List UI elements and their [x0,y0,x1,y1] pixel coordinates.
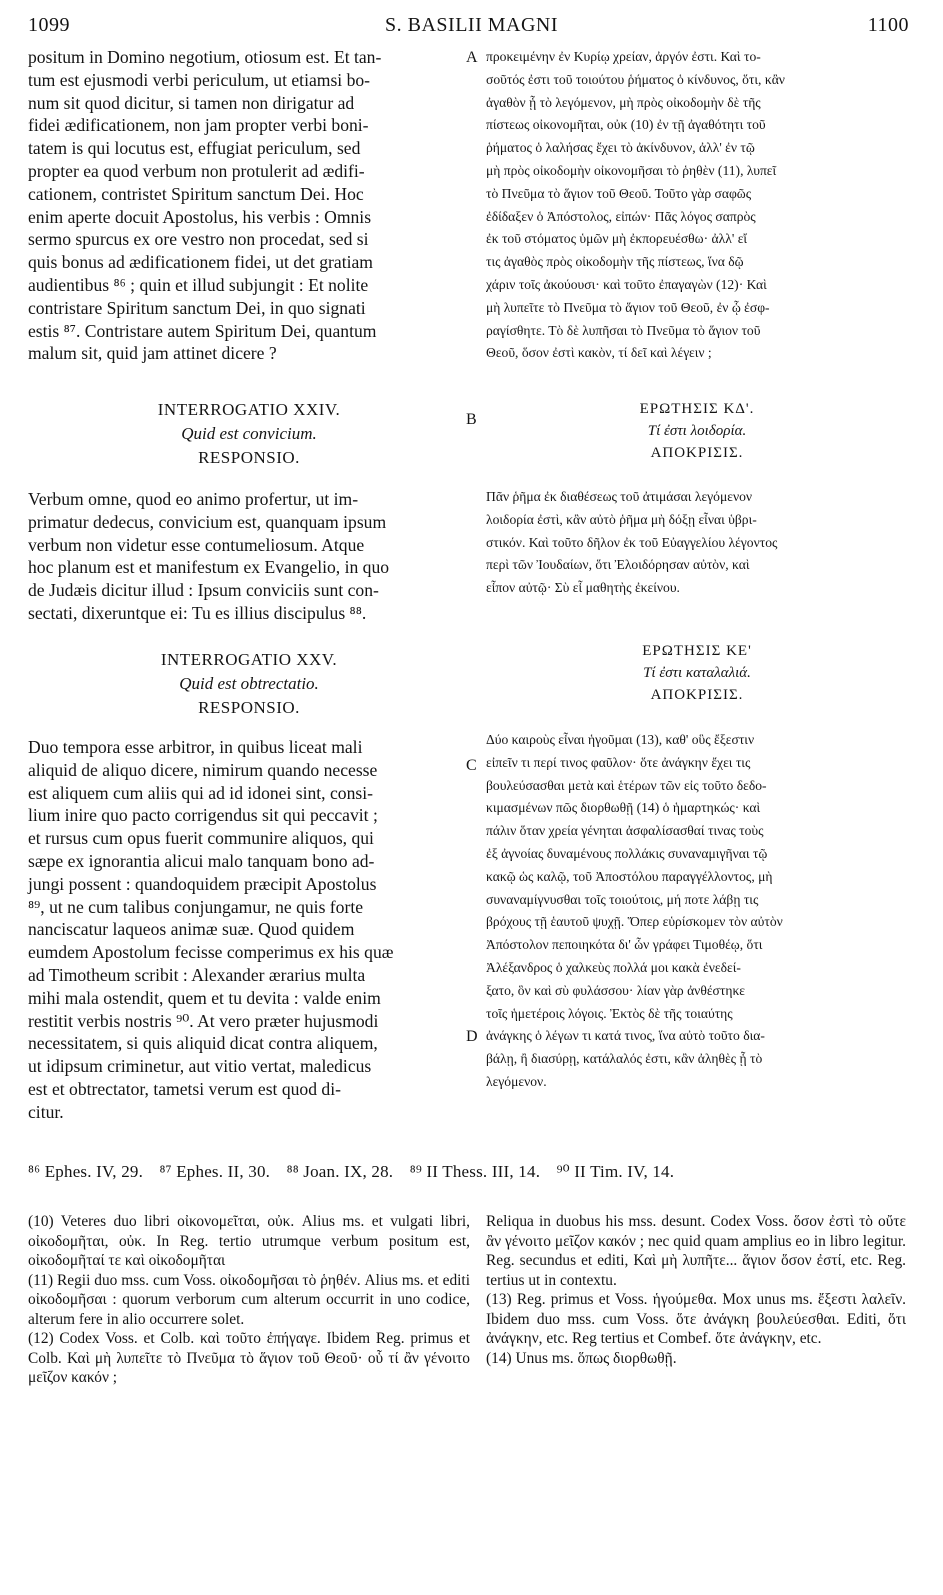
latin-line: enim aperte docuit Apostolus, his verbis : Omnis [28,206,372,227]
greek-line: σοῦτός ἐστι τοῦ τοιούτου ῥήματος ὁ κίνδυνος, ὅτι, κἂν [486,71,785,87]
latin-line: hoc planum est et manifestum ex Evangelio, in quo [28,557,390,578]
margin-letter-d: D [466,1028,478,1045]
latin-line: contristare Spiritum sanctum Dei, in quo signati [28,297,366,318]
interrogatio-title: INTERROGATIO XXV. [160,650,338,669]
interrogatio-question: Quid est convicium. [181,424,317,443]
latin-line: ⁸⁹, ut ne cum talibus conjungamur, ne quis forte [28,896,364,917]
greek-paragraph-3 [486,729,908,1094]
latin-line: Verbum omne, quod eo animo profertur, ut im- [28,489,359,509]
greek-line: Θεοῦ, ὅσον ἐστὶ κακὸν, τί δεῖ καὶ λέγειν ; [486,345,712,361]
greek-line: πάλιν ὅταν χρεία γένηται ἀσφαλίσασθαί τινας τοὺς [486,823,764,839]
greek-line: ἐκ τοῦ στόματος ὑμῶν μὴ ἐκπορευέσθω· ἀλλ' εἴ [486,231,748,247]
greek-line: Πᾶν ῥῆμα ἐκ διαθέσεως τοῦ ἀτιμάσαι λεγόμενον [486,489,753,504]
margin-letter-b: B [466,411,477,428]
latin-line: est aliquem cum aliis qui ad id idonei sint, consi- [28,782,373,803]
greek-line: κακῷ ὡς καλῷ, τοῦ Ἀποστόλου παραγγέλλοντος, μὴ [486,868,773,884]
critical-notes-left [28,1212,470,1388]
reference-86: ⁸⁶ Ephes. IV, 29. [28,1162,144,1181]
greek-line: ἀνάγκης ὁ λέγων τι κατά τινος, ἵνα αὐτὸ τοῦτο δια- [486,1028,765,1044]
responsio-label: RESPONSIO. [198,698,300,717]
latin-line: positum in Domino negotium, otiosum est. Et tan- [28,47,382,67]
interrogatio-title: INTERROGATIO XXIV. [157,400,341,419]
latin-line: quis bonus ad ædificationem fidei, ut det gratiam [28,252,373,273]
latin-line: aliquid de aliquo dicere, nimirum quando necesse [28,759,378,780]
latin-line: malum sit, quid jam attinet dicere ? [28,343,277,364]
latin-line: restitit verbis nostris ⁹⁰. At vero præter hujusmodi [28,1010,379,1031]
latin-line: de Judæis dicitur illud : Ipsum conviciis sunt con- [28,580,379,601]
reference-89: ⁸⁹ II Thess. III, 14. [409,1162,541,1181]
latin-heading-24 [28,398,470,470]
latin-paragraph-1 [28,46,470,365]
latin-line: sectati, dixeruntque ei: Tu es illius discipulus ⁸⁸. [28,602,367,623]
greek-line: εἶπον αὐτῷ· Σὺ εἶ μαθητὴς ἐκείνου. [486,580,680,596]
latin-line: jungi possent : quandoquidem præcipit Apostolus [28,873,377,894]
margin-letter-c: C [466,757,477,774]
note-11: (11) Regii duo mss. cum Voss. οἰκοδομῆσαι τὸ ῥηθέν. Alius ms. et editi οἰκοδομῆσαι : quorum verborum cum alterum occurrit in uno codice, alterum fere in alio occurrere solet. [28,1271,470,1328]
reference-90: ⁹⁰ II Tim. IV, 14. [556,1162,675,1181]
note-10: (10) Veteres duo libri οἰκονομεῖται, οὐκ. Alius ms. et vulgati libri, οἰκοδομῆται, οὐκ. In Reg. tertio utrumque verbum positum est, οἰκοδομῆταί τε καὶ οἰκοδομῆται [28,1213,470,1269]
greek-line: Ἀλέξανδρος ὁ χαλκεὺς πολλά μοι κακὰ ἐνεδεί- [486,959,741,975]
greek-line: εἰπεῖν τι περί τινος φαῦλον· ὅτε ἀνάγκην ἔχει τις [486,754,751,770]
latin-line: sermo spurcus ex ore vestro non procedat, sed si [28,229,369,250]
page-number-right: 1100 [867,14,909,36]
greek-line: λοιδορία ἐστὶ, κἂν αὐτὸ ῥῆμα μὴ δόξῃ εἶναι ὑβρι- [486,511,757,527]
latin-line: Duo tempora esse arbitror, in quibus liceat mali [28,737,363,757]
running-title: S. BASILII MAGNI [385,14,558,36]
greek-paragraph-2 [486,486,908,600]
greek-line: λεγόμενον. [486,1073,547,1089]
note-12-continued: Reliqua in duobus his mss. desunt. Codex Voss. ὅσον ἐστὶ τὸ οὔτε ἂν γένοιτο μεῖζον κακόν ; nec quid quam amplius eo in libro legitur. Reg. secundus et editi, Καὶ μὴ λυπῆτε... ἅγιον ὅσον ἐστί, etc. Reg. tertius ut in contextu. [486,1213,906,1289]
note-13: (13) Reg. primus et Voss. ἡγούμεθα. Mox unus ms. ἔξεστι λαλεῖν. Ibidem duo mss. cum Voss. ὅτε ἀνάγκη βουλεύεσθαι. Editi, ὅτι ἀνάγκην, etc. Reg tertius et Combef. ὅτε ἀνάγκην, etc. [486,1291,906,1347]
scripture-references [28,1162,918,1182]
latin-line: audientibus ⁸⁶ ; quin et illud subjungit : Et nolite [28,274,369,295]
greek-line: ἐδίδαξεν ὁ Ἀπόστολος, εἰπών· Πᾶς λόγος σαπρὸς [486,208,756,224]
greek-heading-24 [486,398,908,464]
latin-paragraph-3 [28,736,470,1124]
erotesis-title: ΕΡΩΤΗΣΙΣ ΚΕ' [642,643,752,659]
greek-line: βρόχους τῇ ἑαυτοῦ ψυχῇ. Ὅπερ εὑρίσκομεν τὸν αὐτὸν [486,914,783,930]
greek-line: ῥήματος ὁ λαλήσας ἔχει τὸ ἀκίνδυνον, ἀλλ' ἐν τῷ [486,140,755,156]
latin-line: mihi mala ostendit, quem et tu devita : valde enim [28,987,381,1008]
latin-line: necessitatem, si quis aliquid dicat contra aliquem, [28,1033,378,1054]
latin-line: nanciscatur laqueos animæ suæ. Quod quidem [28,919,355,940]
apokrisis-label: ΑΠΟΚΡΙΣΙΣ. [650,445,744,461]
greek-line: ἐξ ἀγνοίας δυναμένους πολλάκις συναναμιγῆναι τῷ [486,845,768,861]
greek-line: στικόν. Καὶ τοῦτο δῆλον ἐκ τοῦ Εὐαγγελίου λέγοντος [486,534,778,550]
margin-letter-a: A [466,49,478,66]
erotesis-question: Τί ἐστι καταλαλιά. [643,665,751,681]
erotesis-title: ΕΡΩΤΗΣΙΣ ΚΔ'. [639,401,755,417]
latin-line: ad Timotheum scribit : Alexander ærarius multa [28,964,366,985]
greek-line: ξατο, ὃν καὶ σὺ φυλάσσου· λίαν γὰρ ἀνθέστηκε [486,982,746,998]
greek-line: μὴ λυπεῖτε τὸ Πνεῦμα τὸ ἅγιον τοῦ Θεοῦ, ἐν ᾧ ἐσφ- [486,299,770,315]
greek-line: βουλεύσασθαι μετὰ καὶ ἑτέρων τῶν εἰς τοῦτο δεδο- [486,777,767,793]
latin-line: sæpe ex ignorantia alicui malo tanquam bono ad- [28,850,375,871]
latin-line: fidei ædificationem, non jam propter verbi boni- [28,115,369,136]
greek-line: τὸ Πνεῦμα τὸ ἅγιον τοῦ Θεοῦ. Τοῦτο γὰρ σαφῶς [486,185,752,201]
greek-line: μὴ πρὸς οἰκοδομὴν οἰκονομῆσαι τὸ ῥηθὲν (11), λυπεῖ [486,162,777,178]
latin-line: propter ea quod verbum non protulerit ad ædifi- [28,160,365,181]
latin-line: tatem is qui locutus est, effugiat periculum, sed [28,138,361,159]
page-number-left: 1099 [28,14,70,36]
greek-line: περὶ τῶν Ἰουδαίων, ὅτι Ἐλοιδόρησαν αὐτὸν, καὶ [486,557,750,573]
greek-line: συναναμίγνυσθαι τοῖς τοιούτοις, μή ποτε λάβῃ τις [486,891,759,907]
greek-line: κιμασμένων πῶς διορθωθῇ (14) ὁ ἡμαρτηκώς· καὶ [486,800,761,816]
latin-line: primatur dedecus, convicium est, quanquam ipsum [28,511,387,532]
latin-line: tum est ejusmodi verbi periculum, ut etiamsi bo- [28,69,371,90]
latin-heading-25 [28,648,470,720]
greek-line: τοῖς ἡμετέροις λόγοις. Ἐκτὸς δὲ τῆς τοιαύτης [486,1005,733,1021]
critical-notes-right [486,1212,906,1368]
greek-line: πίστεως οἰκονομῆται, οὐκ (10) ἐν τῇ ἀγαθότητι τοῦ [486,117,766,133]
responsio-label: RESPONSIO. [198,448,300,467]
greek-heading-25 [486,640,908,706]
greek-line: Δύο καιροὺς εἶναι ἡγοῦμαι (13), καθ' οὓς ἔξεστιν [486,732,755,747]
note-14: (14) Unus ms. ὅπως διορθωθῇ. [486,1349,677,1367]
greek-line: βάλῃ, ἢ διασύρῃ, κατάλαλός ἐστι, κἂν ἀληθὲς ᾖ τὸ [486,1051,763,1067]
latin-line: estis ⁸⁷. Contristare autem Spiritum Dei, quantum [28,320,377,341]
reference-87: ⁸⁷ Ephes. II, 30. [159,1162,271,1181]
greek-line: ἀγαθὸν ᾖ τὸ λεγόμενον, μὴ πρὸς οἰκοδομὴν δὲ τῆς [486,94,761,110]
greek-line: τις ἀγαθὸς πρὸς οἰκοδομὴν τῆς πίστεως, ἵνα δῷ [486,254,744,270]
latin-line: cationem, contristet Spiritum sanctum Dei. Hoc [28,183,364,204]
greek-line: χάριν τοῖς ἀκούουσι· καὶ τοῦτο ἐπαγαγὼν (12)· Καὶ [486,276,767,292]
latin-line: num sit quod dicitur, si tamen non dirigatur ad [28,92,355,113]
latin-line: citur. [28,1101,64,1122]
latin-line: eumdem Apostolum fecisse comperimus ex his quæ [28,942,394,963]
apokrisis-label: ΑΠΟΚΡΙΣΙΣ. [650,687,744,703]
interrogatio-question: Quid est obtrectatio. [179,674,319,693]
latin-line: et rursus cum opus fuerit communire aliquos, qui [28,828,374,849]
latin-paragraph-2 [28,488,470,625]
erotesis-question: Τί ἐστι λοιδορία. [647,423,747,439]
latin-line: est et obtrectator, tametsi verum est quod di- [28,1078,341,1099]
latin-line: ut idipsum criminetur, aut vitio vertat, maledicus [28,1056,372,1077]
greek-line: προκειμένην ἐν Κυρίῳ χρείαν, ἀργόν ἐστι. Καὶ το- [486,49,761,64]
latin-line: lium inire quo pacto corrigendus sit qui peccavit ; [28,805,378,826]
greek-line: Ἀπόστολον πεποιηκότα δι' ὧν γράφει Τιμοθέῳ, ὅτι [486,937,763,953]
greek-paragraph-1 [486,46,908,365]
latin-line: verbum non videtur esse contumeliosum. Atque [28,534,365,555]
note-12: (12) Codex Voss. et Colb. καὶ τοῦτο ἐπήγαγε. Ibidem Reg. primus et Colb. Καὶ μὴ λυπεῖτε τὸ Πνεῦμα τὸ ἅγιον τοῦ Θεοῦ· οὗ τί ἂν γένοιτο μεῖζον κακόν ; [28,1330,470,1386]
greek-line: ραγίσθητε. Τὸ δὲ λυπῆσαι τὸ Πνεῦμα τὸ ἅγιον τοῦ [486,322,761,338]
reference-88: ⁸⁸ Joan. IX, 28. [286,1162,394,1181]
